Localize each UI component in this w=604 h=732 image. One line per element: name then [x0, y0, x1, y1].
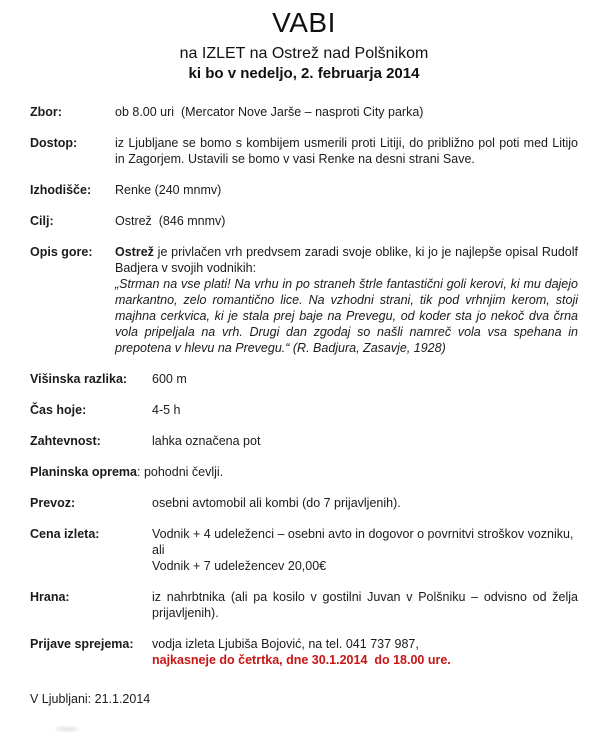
colon: : [137, 465, 144, 479]
field-value: iz Ljubljane se bomo s kombijem usmerili proti Litiji, do približno pol poti med Litijo in Zagorjem. Ustavili se bomo v vasi Renke na desni strani Save. [115, 136, 578, 166]
field-row-prevoz [30, 495, 578, 511]
field-value: Ostrež (846 mnmv) [115, 214, 226, 228]
field-label: Dostop: [30, 136, 78, 150]
price-option-1: Vodnik + 4 udeleženci – osebni avto in dogovor o povrnitvi stroškov vozniku, ali [152, 527, 577, 557]
opis-text: je privlačen vrh predvsem zaradi svoje oblike, ki jo je najlepše opisal Rudolf Badjera v svojih vodnikih: [115, 245, 578, 275]
field-row-cena-izleta [30, 526, 578, 574]
field-row-planinska-oprema [30, 464, 578, 480]
field-label: Hrana: [30, 590, 70, 604]
document-header [30, 6, 578, 83]
clipped-image-sliver [55, 726, 79, 732]
field-value [152, 526, 578, 574]
field-value: Renke (240 mnmv) [115, 183, 222, 197]
field-row-cilj [30, 213, 578, 229]
contact-line: vodja izleta Ljubiša Bojović, na tel. 041 737 987, [152, 637, 419, 651]
field-row-opis-gore [30, 244, 578, 276]
field-row-izhodisce [30, 182, 578, 198]
field-row-cas-hoje [30, 402, 578, 418]
field-label: Opis gore: [30, 245, 93, 259]
subtitle-destination: na IZLET na Ostrež nad Polšnikom [179, 45, 429, 62]
field-value: pohodni čevlji. [143, 465, 224, 479]
field-value: osebni avtomobil ali kombi (do 7 prijavljenih). [152, 496, 401, 510]
field-row-prijave-sprejema [30, 636, 578, 668]
deadline-warning: najkasneje do četrtka, dne 30.1.2014 do 18.00 ure. [152, 653, 451, 667]
field-label: Zbor: [30, 105, 62, 119]
field-row-hrana [30, 589, 578, 621]
field-value: 4-5 h [152, 403, 181, 417]
subtitle-date: ki bo v nedeljo, 2. februarja 2014 [188, 65, 420, 82]
field-row-zahtevnost [30, 433, 578, 449]
field-value [115, 244, 578, 276]
field-label: Planinska oprema [30, 465, 137, 479]
page-title: VABI [272, 7, 336, 38]
price-option-2: Vodnik + 7 udeležencev 20,00€ [152, 559, 327, 573]
field-row-dostop [30, 135, 578, 167]
date-of-writing: V Ljubljani: 21.1.2014 [30, 692, 151, 706]
field-value: 600 m [152, 372, 187, 386]
mountain-name: Ostrež [115, 245, 154, 259]
mountain-description-quote: „Strman na vse plati! Na vrhu in po straneh štrle fantastični goli kerovi, ki mu dajejo markantno, zelo romantično lice. Na vzhodni strani, tik pod vrhnjim kerom, stoji majhna cerkvica, ki je stala prej baje na Prevegu, od koder sta jo nekoč dva črna vola pripeljala na vrh. Drugi dan zgodaj so našli namreč vola vsa spehana in prepotena v hlevu na Prevegu.“ (R. Badjura, Zasavje, 1928) [115, 277, 578, 355]
field-label: Prevoz: [30, 496, 76, 510]
field-row-zbor [30, 104, 578, 120]
field-label: Izhodišče: [30, 183, 92, 197]
field-row-visinska-razlika [30, 371, 578, 387]
field-label: Višinska razlika: [30, 372, 128, 386]
field-label: Cilj: [30, 214, 54, 228]
field-value: lahka označena pot [152, 434, 261, 448]
field-label: Čas hoje: [30, 403, 87, 417]
field-value [152, 636, 578, 668]
field-value: ob 8.00 uri (Mercator Nove Jarše – nasproti City parka) [115, 105, 424, 119]
field-value: iz nahrbtnika (ali pa kosilo v gostilni Juvan v Polšniku – odvisno od želja prijavljenih). [152, 590, 578, 620]
field-label: Prijave sprejema: [30, 637, 134, 651]
field-label: Cena izleta: [30, 527, 100, 541]
field-label: Zahtevnost: [30, 434, 101, 448]
